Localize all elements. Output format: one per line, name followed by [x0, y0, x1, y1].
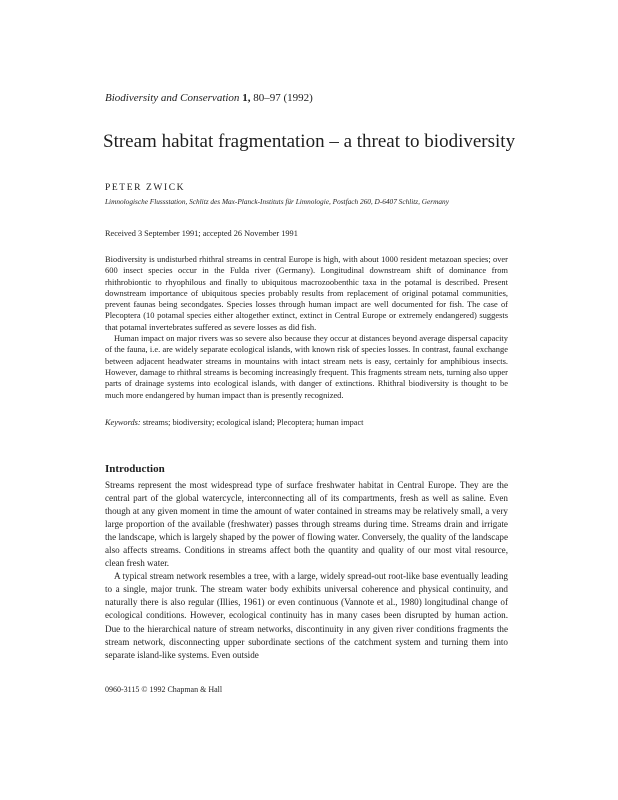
- abstract: [105, 254, 508, 401]
- body-paragraph: A typical stream network resembles a tree, with a large, widely spread-out root-like base eventually leading to a single, major trunk. The stream water body exhibits universal coherence and physical continuity, and naturally there is also regular (Illies, 1961) or even continuous (Vannote et al., 1980) longitudinal change of ecological conditions. However, ecological continuity has in many cases been disrupted by human action. Due to the hierarchical nature of stream networks, discontinuity in any given river conditions fragments the stream network, disconnecting upper subordinate sections of the catchment system and turning them into separate island-like systems. Even outside: [105, 571, 508, 660]
- keywords-text: streams; biodiversity; ecological island; Plecoptera; human impact: [142, 418, 364, 427]
- abstract-paragraph: Biodiversity is undisturbed rhithral streams in central Europe is high, with about 1000 resident metazoan species; over 600 insect species occur in the Fulda river (Germany). Longitudinal downstream shift of dominance from rhithrobiontic to rhyophilous and finally to ubiquitous macrozoobenthic taxa in the potamal is described. Present downstream importance of ubiquitous species probably results from replacement of original potamal communities, prevent faunas being secondgates. Species losses through human impact are well documented for fish. The case of Plecoptera (10 potamal species either altogether extinct, extinct in Central Europe or extremely endangered) suggests that potamal invertebrates suffered as severe losses as did fish.: [105, 254, 508, 332]
- keywords-label: Keywords:: [105, 418, 141, 427]
- keywords: [105, 418, 508, 427]
- section-heading-introduction: Introduction: [105, 463, 165, 475]
- article-title: Stream habitat fragmentation – a threat to biodiversity: [103, 131, 516, 152]
- body-paragraph: Streams represent the most widespread type of surface freshwater habitat in Central Europe. They are the central part of the global watercycle, interconnecting all of its compartments, fresh as well as saline. Even though at any given moment in time the amount of water contained in streams may be relatively small, a very large proportion of the available (freshwater) passes through streams during time. Streams drain and irrigate the landscape, which is largely shaped by the power of flowing water. Conversely, the quality of the landscape also affects streams. Conditions in streams affect both the quantity and quality of our most vital resource, clean fresh water.: [105, 480, 508, 569]
- abstract-paragraph: Human impact on major rivers was so severe also because they occur at distances beyond average dispersal capacity of the fauna, i.e. are widely separate ecological islands, with known risk of species losses. In contrast, faunal exchange between adjacent headwater streams in mountains with intact stream nets is easy, certainly for amphibious insects. However, damage to rhithral streams is becoming increasingly frequent. This fragments stream nets, turning also upper parts of drainage systems into ecological islands, with danger of extinctions. Rhithral biodiversity is thought to be much more endangered by human impact than is presently recognized.: [105, 333, 508, 400]
- journal-volume: 1,: [242, 92, 251, 104]
- author-affiliation: Limnologische Flussstation, Schlitz des Max-Planck-Instituts für Limnologie, Postfach 260, D-6407 Schlitz, Germany: [105, 197, 449, 206]
- journal-name: Biodiversity and Conservation: [105, 92, 240, 104]
- journal-pages-year: 80–97 (1992): [253, 92, 313, 104]
- received-accepted-dates: Received 3 September 1991; accepted 26 November 1991: [105, 229, 298, 238]
- journal-citation: [105, 92, 525, 104]
- copyright-footer: 0960-3115 © 1992 Chapman & Hall: [105, 685, 223, 694]
- author-name: PETER ZWICK: [105, 183, 186, 193]
- body-text: [105, 479, 508, 662]
